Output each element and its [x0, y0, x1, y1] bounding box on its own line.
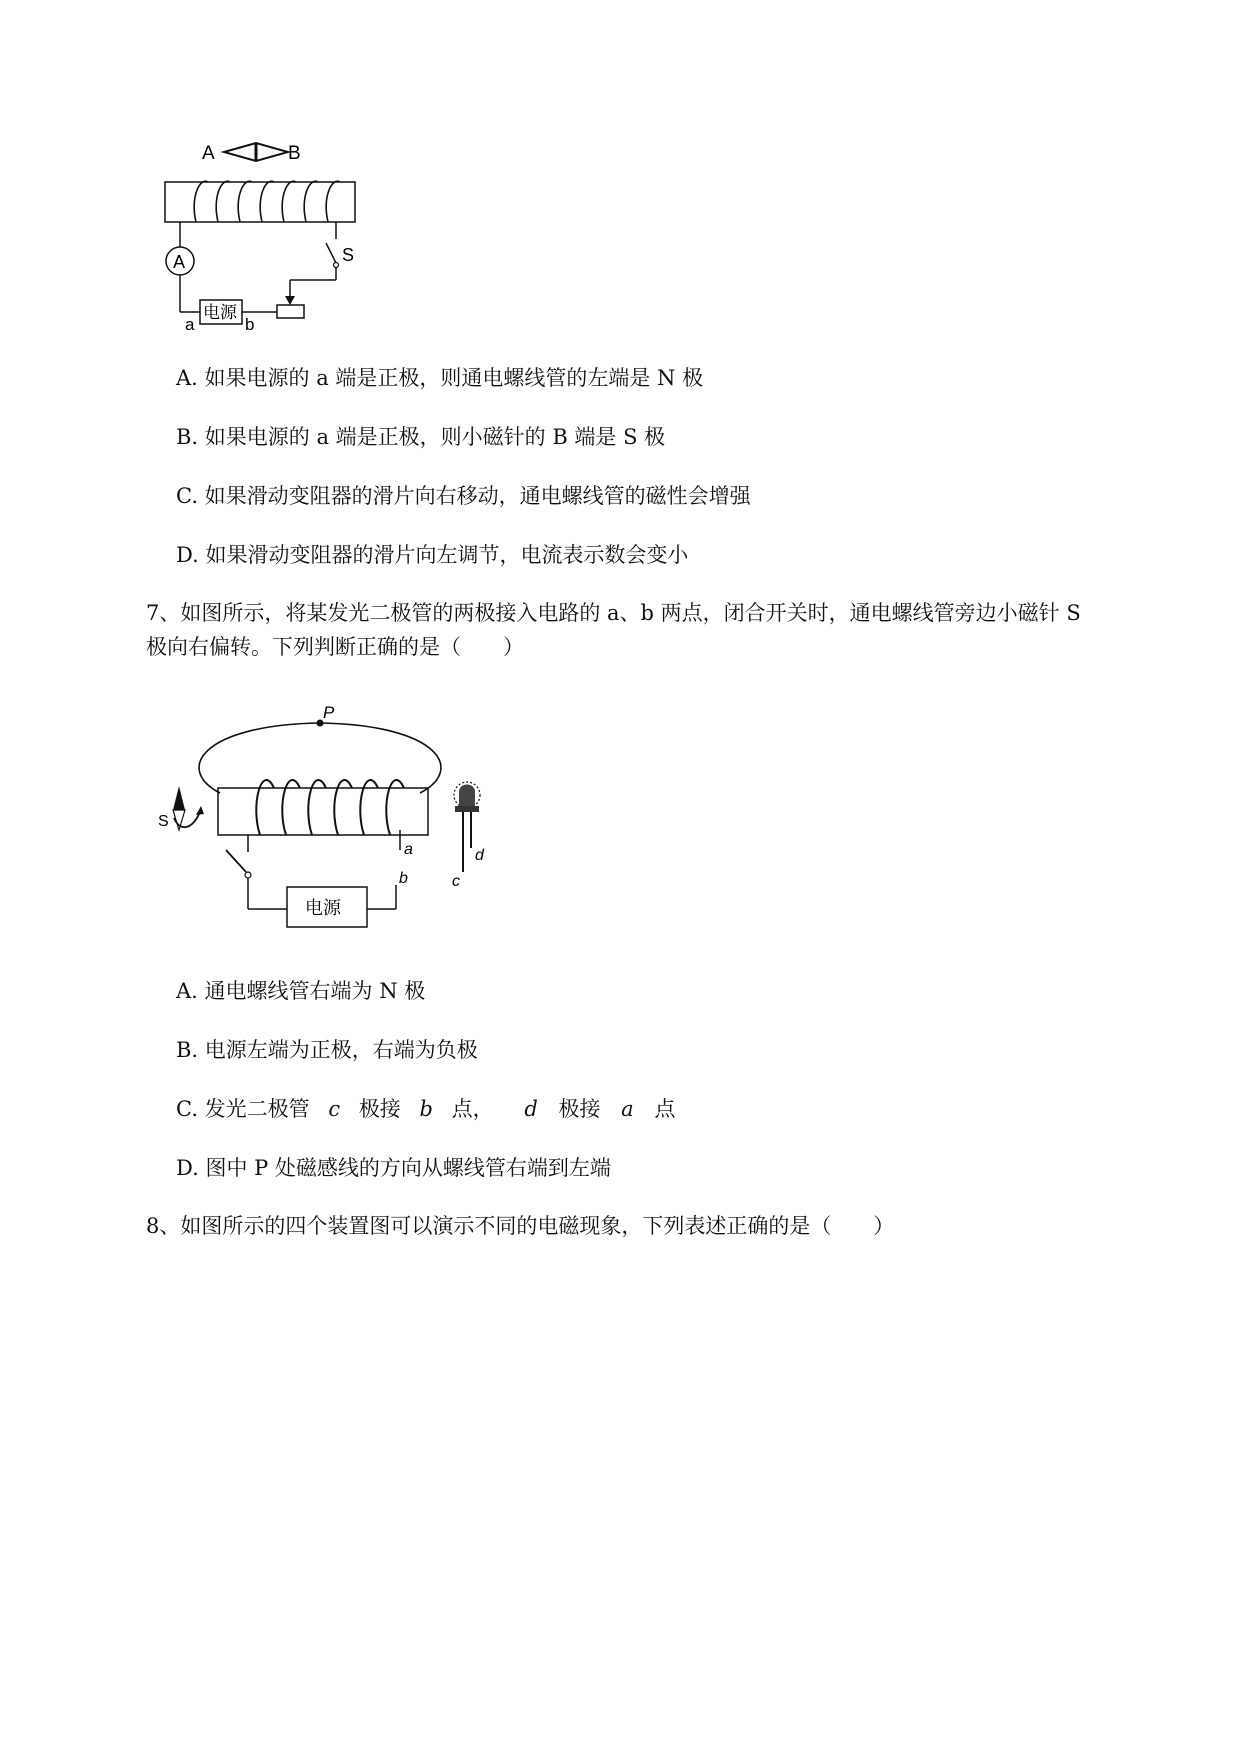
rheostat	[277, 305, 304, 318]
point-p-label: P	[323, 703, 335, 722]
q7-option-c-var-a: a	[621, 1097, 634, 1121]
q6-option-b: B. 如果电源的 a 端是正极，则小磁针的 B 端是 S 极	[176, 425, 666, 449]
q7-option-c-text-2: 极接	[358, 1097, 401, 1121]
figure-solenoid-led-circuit	[158, 700, 550, 940]
switch	[226, 850, 246, 872]
power-source-label: 电源	[305, 898, 341, 918]
solenoid-coil	[194, 181, 340, 222]
q6-option-c: C. 如果滑动变阻器的滑片向右移动，通电螺线管的磁性会增强	[176, 484, 751, 508]
terminal-a-label: a	[404, 841, 413, 858]
ammeter-label: A	[173, 252, 186, 272]
lead-c-label: c	[452, 873, 460, 890]
rheostat-slider	[285, 296, 295, 305]
q7-option-c-text-3: 点，	[451, 1097, 494, 1121]
q7-option-c-var-b: b	[419, 1097, 433, 1121]
power-source-label: 电源	[203, 303, 237, 322]
q7-option-b: B. 电源左端为正极，右端为负极	[176, 1038, 478, 1062]
terminal-b-label: b	[399, 870, 408, 887]
q7-stem-line-1: 7、如图所示，将某发光二极管的两极接入电路的 a、b 两点，闭合开关时，通电螺线管旁边小磁针 S	[146, 601, 1081, 625]
needle-label-b: B	[288, 143, 301, 164]
solenoid-core	[218, 788, 428, 835]
q7-option-c-text-5: 点	[654, 1097, 676, 1121]
terminal-a-label: a	[185, 315, 195, 334]
field-line	[199, 723, 441, 793]
q8-stem-line-1: 8、如图所示的四个装置图可以演示不同的电磁现象，下列表述正确的是（ ）	[146, 1214, 895, 1238]
q7-option-c-text-4: 极接	[558, 1097, 601, 1121]
figure-solenoid-circuit-1	[160, 135, 420, 370]
needle-label-a: A	[202, 143, 215, 164]
switch-label: S	[342, 245, 355, 265]
switch	[326, 243, 336, 263]
q6-option-a: A. 如果电源的 a 端是正极，则通电螺线管的左端是 N 极	[176, 366, 704, 390]
needle-s-label: S	[158, 813, 169, 830]
q7-option-c-var-d: d	[524, 1097, 538, 1121]
q7-option-d: D. 图中 P 处磁感线的方向从螺线管右端到左端	[176, 1156, 611, 1180]
terminal-b-label: b	[245, 315, 255, 334]
q7-option-a: A. 通电螺线管右端为 N 极	[176, 979, 426, 1003]
compass-needle	[173, 786, 185, 810]
q7-option-c	[176, 1094, 675, 1124]
lead-d-label: d	[475, 847, 484, 864]
q7-option-c-text-1: C. 发光二极管	[176, 1097, 310, 1121]
q7-option-c-var-c: c	[328, 1097, 341, 1121]
q6-option-d: D. 如果滑动变阻器的滑片向左调节，电流表示数会变小	[176, 543, 689, 567]
q7-stem-line-2: 极向右偏转。下列判断正确的是（ ）	[146, 635, 524, 659]
